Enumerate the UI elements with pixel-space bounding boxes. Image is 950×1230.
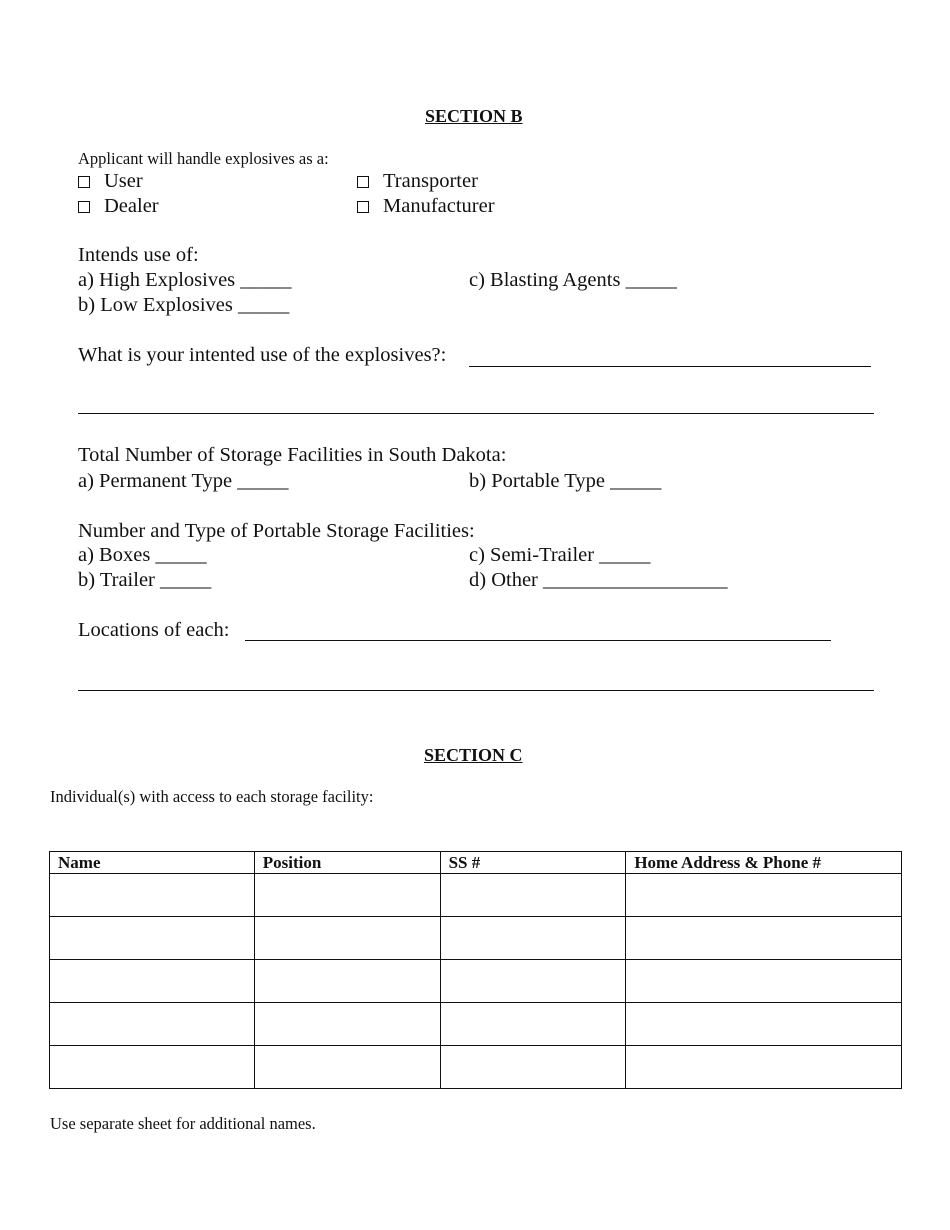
portable-type-field[interactable]: b) Portable Type _____ <box>469 470 662 492</box>
low-explosives-field[interactable]: b) Low Explosives _____ <box>78 294 290 316</box>
section-c-title: SECTION C <box>424 745 523 765</box>
role-transporter-option[interactable] <box>357 170 478 193</box>
locations-label: Locations of each: <box>78 619 230 641</box>
portable-facilities-label: Number and Type of Portable Storage Facilities: <box>78 520 475 542</box>
user-checkbox[interactable] <box>78 176 90 188</box>
column-header-position: Position <box>254 852 440 874</box>
role-manufacturer-label: Manufacturer <box>383 195 495 217</box>
role-dealer-option[interactable] <box>78 195 159 218</box>
intended-use-answer-line-2[interactable] <box>78 413 874 414</box>
access-table <box>49 851 902 1089</box>
position-cell[interactable] <box>254 1046 440 1089</box>
column-header-address-phone: Home Address & Phone # <box>626 852 902 874</box>
address-phone-cell[interactable] <box>626 960 902 1003</box>
role-manufacturer-option[interactable] <box>357 195 495 218</box>
table-row <box>50 960 902 1003</box>
high-explosives-field[interactable]: a) High Explosives _____ <box>78 269 292 291</box>
permanent-type-field[interactable]: a) Permanent Type _____ <box>78 470 289 492</box>
column-header-name: Name <box>50 852 255 874</box>
name-cell[interactable] <box>50 1003 255 1046</box>
table-row <box>50 1003 902 1046</box>
address-phone-cell[interactable] <box>626 1046 902 1089</box>
name-cell[interactable] <box>50 874 255 917</box>
locations-answer-line[interactable] <box>245 640 831 641</box>
section-b-title: SECTION B <box>425 106 523 126</box>
table-row <box>50 1046 902 1089</box>
position-cell[interactable] <box>254 917 440 960</box>
ss-cell[interactable] <box>440 1046 626 1089</box>
boxes-field[interactable]: a) Boxes _____ <box>78 544 207 566</box>
address-phone-cell[interactable] <box>626 874 902 917</box>
role-user-label: User <box>104 170 143 192</box>
blasting-agents-field[interactable]: c) Blasting Agents _____ <box>469 269 677 291</box>
ss-cell[interactable] <box>440 874 626 917</box>
table-row <box>50 874 902 917</box>
role-user-option[interactable] <box>78 170 143 193</box>
table-header-row <box>50 852 902 874</box>
trailer-field[interactable]: b) Trailer _____ <box>78 569 212 591</box>
storage-total-label: Total Number of Storage Facilities in South Dakota: <box>78 444 507 466</box>
dealer-checkbox[interactable] <box>78 201 90 213</box>
table-row <box>50 917 902 960</box>
role-dealer-label: Dealer <box>104 195 159 217</box>
address-phone-cell[interactable] <box>626 1003 902 1046</box>
position-cell[interactable] <box>254 874 440 917</box>
role-transporter-label: Transporter <box>383 170 478 192</box>
position-cell[interactable] <box>254 960 440 1003</box>
name-cell[interactable] <box>50 917 255 960</box>
address-phone-cell[interactable] <box>626 917 902 960</box>
ss-cell[interactable] <box>440 1003 626 1046</box>
name-cell[interactable] <box>50 960 255 1003</box>
other-field[interactable]: d) Other __________________ <box>469 569 728 591</box>
manufacturer-checkbox[interactable] <box>357 201 369 213</box>
handle-prompt: Applicant will handle explosives as a: <box>78 149 329 168</box>
ss-cell[interactable] <box>440 917 626 960</box>
footer-note: Use separate sheet for additional names. <box>50 1114 316 1133</box>
name-cell[interactable] <box>50 1046 255 1089</box>
locations-answer-line-2[interactable] <box>78 690 874 691</box>
position-cell[interactable] <box>254 1003 440 1046</box>
intended-use-question: What is your intented use of the explosives?: <box>78 344 447 366</box>
ss-cell[interactable] <box>440 960 626 1003</box>
intends-use-label: Intends use of: <box>78 244 199 266</box>
semi-trailer-field[interactable]: c) Semi-Trailer _____ <box>469 544 651 566</box>
intended-use-answer-line[interactable] <box>469 366 871 367</box>
column-header-ss: SS # <box>440 852 626 874</box>
transporter-checkbox[interactable] <box>357 176 369 188</box>
access-intro: Individual(s) with access to each storage facility: <box>50 787 374 806</box>
